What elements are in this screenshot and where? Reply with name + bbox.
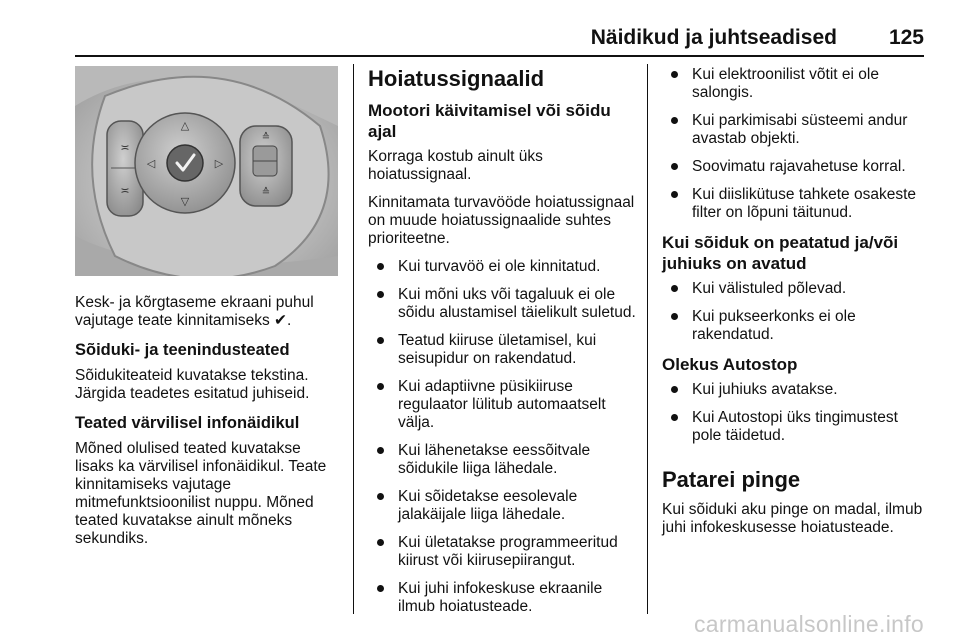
watermark: carmanualsonline.info (693, 611, 924, 637)
list-item: Kui turvavöö ei ole kinnitatud. (368, 258, 640, 276)
battery-voltage-text: Kui sõiduki aku pinge on madal, ilmub juhi infokeskusesse hoiatusteade. (662, 501, 923, 536)
svg-text:◁: ◁ (146, 157, 156, 170)
svg-text:≍: ≍ (120, 184, 130, 197)
svg-text:▷: ▷ (214, 157, 224, 170)
list-item: Kui välistuled põlevad. (662, 280, 927, 298)
list-item: Kui juhi infokeskuse ekraanile ilmub hoiatusteade. (368, 580, 640, 616)
page-title: Näidikud ja juhtseadised (590, 26, 837, 49)
svg-text:△: △ (180, 119, 190, 132)
svg-text:≙: ≙ (261, 187, 271, 198)
section-heading-color-display: Teated värvilisel infonäidikul (75, 414, 300, 432)
more-warning-conditions-list (662, 66, 927, 222)
svg-text:▽: ▽ (180, 195, 190, 208)
list-item: Kui lähenetakse eessõitvale sõidukile liiga lähedale. (368, 442, 640, 478)
svg-text:≍: ≍ (120, 141, 130, 154)
section-text-color-display: Mõned olulised teated kuvatakse lisaks ka värvilisel infonäidikul. Teate kinnitamiseks vajutage mitmefunktsioonilist nuppu. Mõned teated kuvatakse ainult mõneks sekundiks. (75, 440, 327, 547)
heading-vehicle-stopped: Kui sõiduk on peatatud ja/või juhiuks on avatud (662, 233, 899, 273)
list-item: Kui Autostopi üks tingimustest pole täidetud. (662, 409, 927, 445)
figure-caption: Kesk- ja kõrgtaseme ekraani puhul vajutage teate kinnitamiseks ✔. (75, 294, 314, 329)
list-item: Soovimatu rajavahetuse korral. (662, 158, 927, 176)
list-item: Teatud kiiruse ületamisel, kui seisupidur on rakendatud. (368, 332, 640, 368)
column-2 (368, 66, 640, 626)
heading-warning-signals: Hoiatussignaalid (368, 66, 545, 91)
heading-battery-voltage: Patarei pinge (662, 467, 801, 492)
subheading-engine-start: Mootori käivitamisel või sõidu ajal (368, 101, 611, 141)
header-rule (75, 55, 924, 57)
autostop-list (662, 381, 927, 445)
steering-wheel-controls-illustration (75, 66, 338, 276)
heading-autostop: Olekus Autostop (662, 355, 798, 374)
list-item: Kui adaptiivne püsikiiruse regulaator lülitub automaatselt välja. (368, 378, 640, 432)
column-1 (75, 66, 343, 558)
page-number: 125 (888, 26, 924, 49)
column-divider-1 (353, 64, 354, 614)
vehicle-stopped-list (662, 280, 927, 344)
paragraph-seatbelt-priority: Kinnitamata turvavööde hoiatussignaal on muude hoiatussignaalide suhtes prioriteetne. (368, 194, 635, 247)
list-item: Kui diislikütuse tahkete osakeste filter on lõpuni täitunud. (662, 186, 927, 222)
list-item: Kui mõni uks või tagaluuk ei ole sõidu alustamisel täielikult suletud. (368, 286, 640, 322)
svg-text:≙: ≙ (261, 132, 271, 143)
section-text-vehicle-messages: Sõidukiteateid kuvatakse tekstina. Järgida teadetes esitatud juhiseid. (75, 367, 310, 402)
list-item: Kui parkimisabi süsteemi andur avastab objekti. (662, 112, 927, 148)
list-item: Kui ületatakse programmeeritud kiirust või kiirusepiirangut. (368, 534, 640, 570)
list-item: Kui sõidetakse eesolevale jalakäijale liiga lähedale. (368, 488, 640, 524)
column-3 (662, 66, 927, 547)
paragraph-one-signal: Korraga kostub ainult üks hoiatussignaal. (368, 148, 543, 183)
column-divider-2 (647, 64, 648, 614)
list-item: Kui juhiuks avatakse. (662, 381, 927, 399)
list-item: Kui elektroonilist võtit ei ole salongis. (662, 66, 927, 102)
list-item: Kui pukseerkonks ei ole rakendatud. (662, 308, 927, 344)
section-heading-vehicle-messages: Sõiduki- ja teenindusteated (75, 341, 290, 359)
page-header (75, 22, 924, 54)
warning-conditions-list (368, 258, 640, 616)
